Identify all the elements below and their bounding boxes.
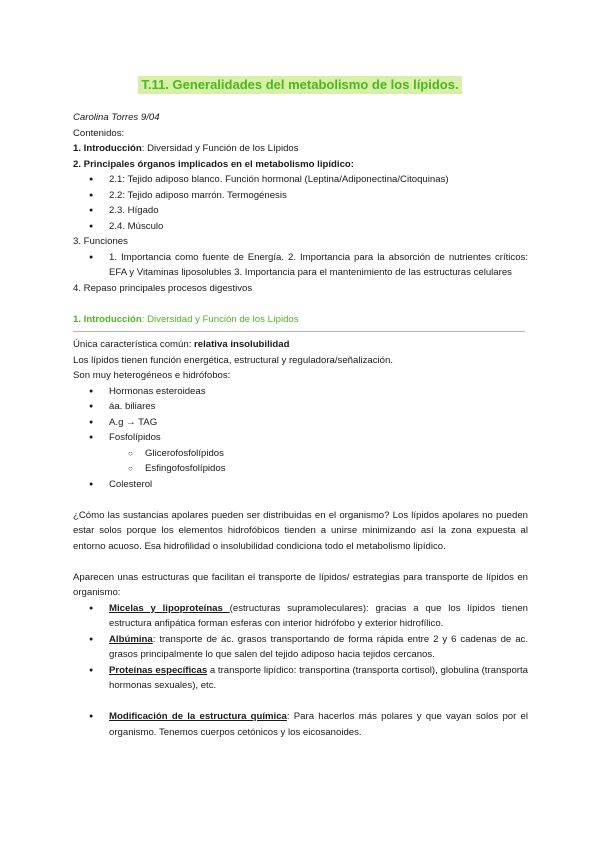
strategy-term: Modificación de la estructura química <box>109 711 287 722</box>
section-heading-rest: : Diversidad y Función de los Lípidos <box>141 313 299 325</box>
toc-item-3-sub: ● 1. Importancia como fuente de Energía. 2. Importancia para la absorción de nutrientes críticos: EFA y Vitaminas liposolubles 3. Importancia para el mantenimiento de las estructuras celulares <box>73 250 528 281</box>
page-title: T.11. Generalidades del metabolismo de los lípidos. <box>138 76 461 94</box>
toc-item-4: 4. Repaso principales procesos digestivos <box>73 282 253 294</box>
title-container <box>0 76 600 95</box>
spacer <box>73 694 528 710</box>
lipid-type: ● Colesterol <box>73 477 528 493</box>
lipid-type: ● Hormonas esteroideas <box>73 384 528 400</box>
common-feature-value: relativa insolubilidad <box>194 339 290 350</box>
phospholipid-type: ○ Esfingofosfolípidos <box>73 461 528 477</box>
toc-item-1-rest: : Diversidad y Función de los Lípidos <box>141 143 299 154</box>
toc-item-3-list <box>73 250 528 281</box>
lipid-type: ● Fosfolípidos <box>73 430 528 446</box>
strategy-item <box>73 709 528 740</box>
strategy-item <box>73 601 528 632</box>
section-heading-number: 1. Introducción <box>73 313 142 325</box>
strategy-text: : transporte de ác. grasos transportando de forma rápida entre 2 y 6 cadenas de ac. grasos principalmente lo que salen del tejido adiposo hacia tejidos cercanos. <box>109 633 528 660</box>
strategy-text: : Para hacerlos más polares y que vayan solos por el organismo. Tenemos cuerpos cetónicos y los eicosanoides. <box>109 711 528 738</box>
transport-intro: Aparecen unas estructuras que facilitan el transporte de lípidos/ estrategias para transporte de lípidos en organismo: <box>73 571 528 598</box>
spacer <box>73 492 528 508</box>
section-divider <box>73 331 525 332</box>
strategy-item <box>73 632 528 663</box>
document-body <box>73 110 528 740</box>
toc-item-2-sub: ● 2.4. Músculo <box>73 219 528 235</box>
author-date: Carolina Torres 9/04 <box>73 112 160 123</box>
toc-item-3: 3. Funciones <box>73 236 128 247</box>
lipid-type: ● áa. biliares <box>73 399 528 415</box>
toc-item-2-sub: ● 2.2: Tejido adiposo marrón. Termogénesis <box>73 188 528 204</box>
strategy-term: Albúmina <box>109 633 153 645</box>
contents-label: Contenidos: <box>73 127 125 139</box>
toc-item-2-sub: ● 2.1: Tejido adiposo blanco. Función hormonal (Leptina/Adiponectina/Citoquinas) <box>73 172 528 188</box>
spacer <box>73 296 528 312</box>
strategy-text: a transporte lipídico: transportina (transporta cortisol), globulina (transporta hormonas sexuales), etc. <box>109 664 529 691</box>
toc-item-2: 2. Principales órganos implicados en el metabolismo lipídico: <box>73 158 354 170</box>
phospholipid-type: ○ Glicerofosfolípidos <box>73 446 528 462</box>
common-feature-prefix: Única característica común: <box>73 339 195 350</box>
toc-item-2-sub: ● 2.3. Hígado <box>73 203 528 219</box>
common-feature <box>73 337 528 353</box>
lipid-types-list <box>73 384 528 493</box>
heterogeneous-line: Son muy heterogéneos e hidrófobos: <box>73 370 231 381</box>
transport-strategies-list <box>73 601 528 741</box>
functions-line: Los lípidos tienen función energética, estructural y reguladora/señalización. <box>73 354 393 366</box>
question-paragraph: ¿Cómo las sustancias apolares pueden ser distribuidas en el organismo? Los lípidos apolares no pueden estar solos porque los elementos hidrofóbicos tienden a unirse minimizando así la zona expuesta al entorno acuoso. Esa hidrofilidad o insolubilidad condiciona todo el metabolismo lipídico. <box>73 509 528 552</box>
section-heading <box>73 312 528 328</box>
lipid-type: ● A.g → TAG <box>73 415 528 431</box>
strategy-term: Micelas y lipoproteínas <box>109 602 230 614</box>
toc-item-1 <box>73 141 528 157</box>
spacer <box>73 554 528 570</box>
strategy-item <box>73 663 528 694</box>
strategy-term: Proteínas específicas <box>109 664 208 676</box>
strategy-text: (estructuras supramoleculares): gracias a que los lípidos tienen estructura anfipática forman esferas con interior hidrófobo y exterior hidrofílico. <box>109 602 528 629</box>
toc-item-1-title: 1. Introducción <box>73 143 142 154</box>
toc-item-2-list <box>73 172 528 234</box>
